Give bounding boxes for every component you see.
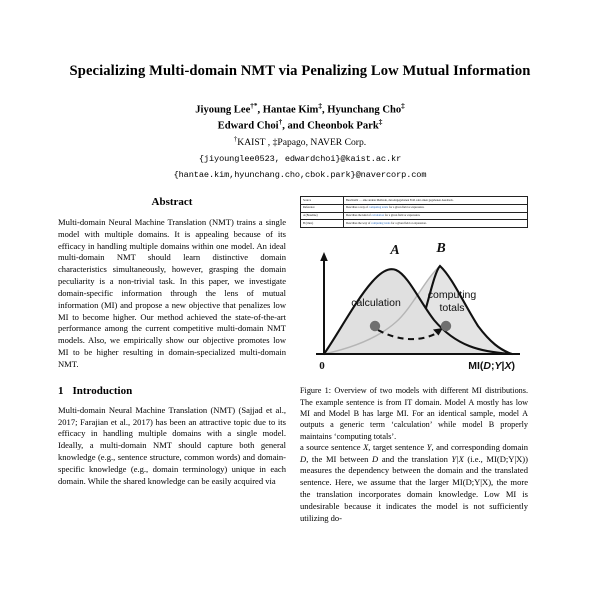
section-heading-introduction — [58, 385, 286, 397]
author-line-2 — [52, 118, 548, 134]
annotation-computing-totals-line1: computing — [427, 289, 477, 302]
affiliations — [52, 135, 548, 150]
rc-var-d: D — [300, 453, 307, 464]
abstract-text: Multi-domain Neural Machine Translation (NMT) trains a single model with multiple domains. It is appealing because of its efficacy in handling multiple domains within one model. An ideal multi-domain NMT should learn distinctive domain characteristics simultaneously, however, grasping the domain peculiarity is a non-trivial task. In this paper, we investigate domain-specific information through the lens of mutual information (MI) and propose a new objective that penalizes low MI to become higher. Our method achieved the state-of-the-art performance among the current competitive multi-domain NMT models. Also, we empirically show our objective promotes low MI to be higher resulting in domain-specialized multi-domain NMT. — [58, 217, 286, 369]
page-title: Specializing Multi-domain NMT via Penalizing Low Mutual Information — [69, 63, 531, 79]
email-line-1: {jiyounglee0523, edwardchoi}@kaist.ac.kr — [198, 154, 402, 165]
example-sentence-table — [300, 196, 528, 228]
a-pre: Describes the kind of — [346, 213, 372, 218]
row-text-model-a — [344, 212, 528, 220]
figure-caption-text: Overview of two models with different MI distributions. The example sentence is from IT domain. Model A mostly has low MI and Model B has large MI. For an identical sample, model A outputs a generic term ‘calculation’ while model B properly maintains ‘computing totals’. — [300, 386, 529, 441]
table-row — [301, 204, 528, 212]
row-label-model-b: B (Ours) — [301, 220, 344, 228]
author-hantae-kim: , Hantae Kim — [257, 104, 319, 116]
abstract-heading: Abstract — [151, 196, 193, 208]
rc-var-x: X — [363, 441, 369, 452]
figure-1 — [300, 196, 528, 442]
right-column-paragraph — [300, 442, 528, 525]
a-post: for a given field or expression. — [384, 213, 421, 218]
author-jiyoung-lee: Jiyoung Lee — [195, 104, 251, 116]
y-axis-arrowhead — [320, 252, 328, 261]
x-axis-label: MI(D;Y|X) — [468, 360, 515, 373]
rc-part6: (i.e., MI(D;Y|X)) measures the dependency between the domain and the translated sentence. Here, we assume that the larger MI(D;Y|X), the more the translation incorporates domain knowledge. Low MI is undesirable because it indicates the model is not sufficiently utilizing do- — [300, 453, 528, 523]
section-number: 1 — [58, 384, 64, 397]
table-row — [301, 197, 528, 205]
author-sup-1: †* — [250, 102, 258, 111]
a-highlight: calculation — [371, 213, 385, 218]
email-line-2: {hantae.kim,hyunchang.cho,cbok.park}@navercorp.com — [173, 169, 427, 180]
figure-caption — [300, 385, 528, 442]
rc-part2: , target sentence — [368, 441, 427, 452]
rc-var-yx: Y|X — [451, 453, 464, 464]
author-edward-choi: Edward Choi — [217, 120, 279, 132]
title-block — [0, 0, 600, 181]
author-line-1 — [52, 102, 548, 118]
author-list — [52, 102, 548, 133]
rc-part1: a source sentence — [300, 441, 364, 452]
figure-caption-prefix: Figure 1: — [300, 386, 332, 396]
annotation-calculation: calculation — [351, 297, 401, 310]
b-post: for a given field or expression. — [390, 221, 427, 226]
author-cheonbok-park: , and Cheonbok Park — [282, 120, 379, 132]
ref-pre: Describes a way of — [346, 205, 369, 210]
introduction-paragraph-1: Multi-domain Neural Machine Translation (NMT) (Sajjad et al., 2017; Farajian et al., 2017) has been an attractive topic due to its efficacy in handling multiple domains with a single model. Ideally, a multi-domain NMT should capture both general knowledge (e.g., sentence structure, common words) and domain-specific knowledge (e.g., domain terminology) unique in each domain. While the shared knowledge can be easily acquired via — [58, 404, 286, 486]
row-label-model-a: A (Baseline) — [301, 212, 344, 220]
author-sup-5: ‡ — [378, 117, 383, 126]
ref-highlight: computing totals — [368, 205, 389, 210]
body-columns — [0, 196, 600, 525]
rc-var-d2: D — [372, 453, 379, 464]
author-sup-4: † — [278, 117, 283, 126]
author-sup-3: ‡ — [401, 102, 405, 111]
row-text-source: Beschreibt … eine andere Methode, den eingegebenen Feld oder einen gegebenen Ausdruck. — [344, 197, 528, 205]
rc-part4: , the MI between — [306, 453, 373, 464]
section-title: Introduction — [72, 384, 133, 397]
author-sup-2: ‡ — [318, 102, 322, 111]
row-text-model-b — [344, 220, 528, 228]
table-row — [301, 220, 528, 228]
curve-b-label: B — [436, 241, 446, 257]
rc-part3: , and corresponding domain — [431, 441, 528, 452]
chart-svg — [300, 238, 528, 378]
rc-var-y: Y — [426, 441, 432, 452]
annotation-computing-totals-line2: totals — [439, 302, 465, 315]
left-column — [58, 196, 286, 525]
b-pre: Describes the way of — [346, 221, 372, 226]
marker-computing-totals — [441, 321, 451, 331]
curve-a-label: A — [390, 243, 400, 259]
mi-distribution-chart — [300, 238, 528, 378]
row-label-reference: Reference — [301, 204, 344, 212]
right-column — [300, 196, 528, 525]
ref-post: for a given field or expression. — [388, 205, 425, 210]
b-highlight: computing totals — [371, 221, 391, 226]
row-label-source: Source — [301, 197, 344, 205]
author-hyunchang-cho: , Hyunchang Cho — [321, 104, 402, 116]
affiliation-sup: † — [233, 135, 238, 144]
origin-label: 0 — [319, 360, 325, 373]
table-row — [301, 212, 528, 220]
row-text-reference — [344, 204, 528, 212]
affiliation-text: KAIST , ‡Papago, NAVER Corp. — [237, 137, 367, 149]
marker-calculation — [370, 321, 380, 331]
rc-part5: and the translation — [378, 453, 452, 464]
